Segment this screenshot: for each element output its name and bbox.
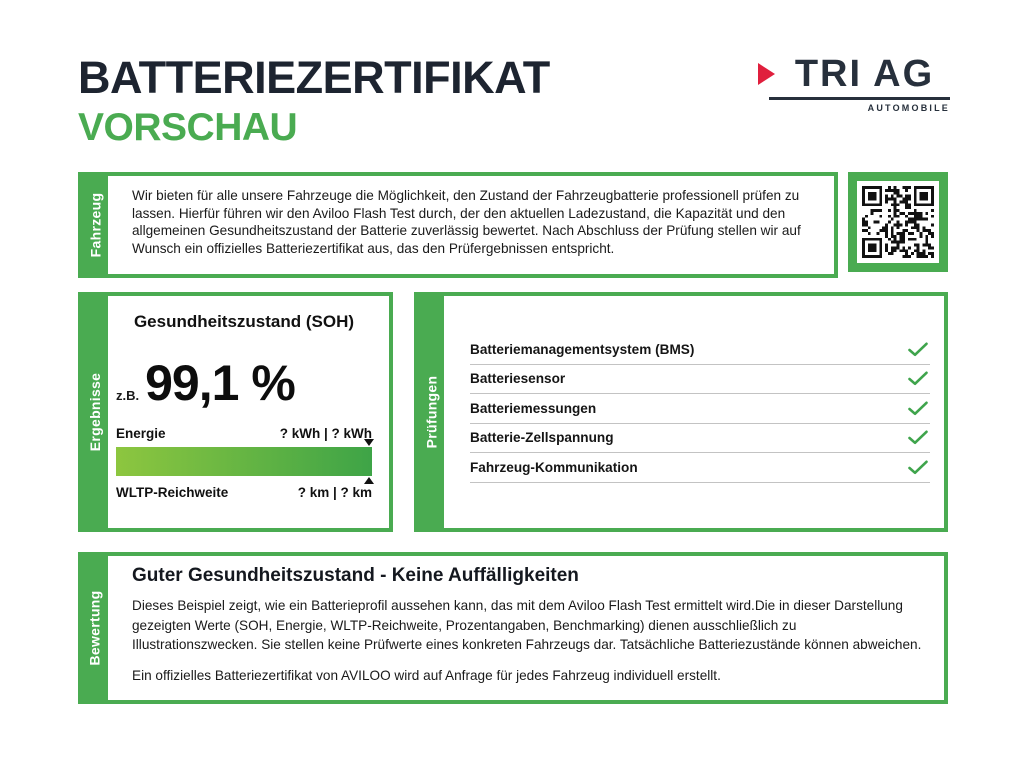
check-row-label: Batterie-Zellspannung (470, 430, 614, 446)
qr-code (857, 181, 939, 263)
marker-up-icon (364, 477, 374, 484)
energy-label: Energie (116, 426, 166, 441)
bewertung-heading: Guter Gesundheitszustand - Keine Auffälligkeiten (132, 565, 579, 586)
panel-bewertung-tab-label: Bewertung (87, 590, 104, 666)
page-title: BATTERIEZERTIFIKAT (78, 52, 550, 103)
logo-subtitle: AUTOMOBILE (867, 103, 950, 113)
check-row (470, 394, 930, 424)
range-label: WLTP-Reichweite (116, 485, 229, 500)
soh-gradient-bar (116, 447, 372, 476)
logo-row (758, 55, 950, 93)
check-row-label: Fahrzeug-Kommunikation (470, 459, 638, 475)
logo-name: TRI AG (794, 53, 935, 95)
panel-bewertung-content (108, 556, 944, 700)
logo-underline (769, 97, 950, 100)
check-icon (908, 401, 928, 416)
check-row (470, 453, 930, 483)
fahrzeug-intro-text: Wir bieten für alle unsere Fahrzeuge die Möglichkeit, den Zustand der Fahrzeugbatterie professionell prüfen zu lassen. Hierfür führen wir den Aviloo Flash Test durch, der den aktuellen Ladezustand, die Kapazität und den allgemeinen Gesundheitszustand der Batterie zuverlässig bewertet. Nach Abschluss der Prüfung stellen wir auf Wunsch ein offizielles Batteriezertifikat aus, das den Prüfergebnissen entspricht. (132, 188, 801, 256)
panel-ergebnisse-content (108, 296, 389, 528)
panel-fahrzeug-tab (82, 176, 108, 274)
check-icon (908, 371, 928, 386)
panel-fahrzeug (78, 172, 838, 278)
panel-pruefungen (414, 292, 948, 532)
soh-example-prefix: z.B. (116, 388, 140, 403)
company-logo (758, 55, 950, 113)
soh-scale-bar (116, 447, 372, 476)
triangle-right-icon (758, 63, 775, 85)
bewertung-paragraph-2: Ein offizielles Batteriezertifikat von AVILOO wird auf Anfrage für jedes Fahrzeug individuell erstellt. (132, 667, 721, 683)
range-value: ? km | ? km (297, 485, 372, 500)
check-row-label: Batteriemanagementsystem (BMS) (470, 341, 695, 357)
check-icon (908, 342, 928, 357)
check-row-label: Batteriesensor (470, 371, 566, 387)
check-row (470, 365, 930, 395)
panel-bewertung (78, 552, 948, 704)
soh-heading: Gesundheitszustand (SOH) (133, 312, 355, 331)
panel-pruefungen-tab (418, 296, 444, 528)
check-icon (908, 430, 928, 445)
panel-fahrzeug-content (108, 176, 834, 274)
range-row (116, 485, 372, 500)
check-list (444, 296, 944, 528)
panel-fahrzeug-tab-label: Fahrzeug (87, 192, 104, 258)
check-row (470, 424, 930, 454)
energy-value: ? kWh | ? kWh (279, 426, 372, 441)
panel-ergebnisse-tab (82, 296, 108, 528)
check-row-label: Batteriemessungen (470, 400, 597, 416)
bewertung-paragraph-1: Dieses Beispiel zeigt, wie ein Batterieprofil aussehen kann, das mit dem Aviloo Flash Test ermittelt wird.Die in dieser Darstellung gezeigten Werte (SOH, Energie, WLTP-Reichweite, Prozentangaben, Benchmarking) dienen ausschließlich zu Illustrationszwecken. Sie stellen keine Prüfwerte eines konkreten Fahrzeugs dar. Tatsächliche Batteriezustände können abweichen. (132, 598, 922, 652)
marker-down-icon (364, 439, 374, 446)
check-row (470, 335, 930, 365)
panel-pruefungen-tab-label: Prüfungen (423, 375, 440, 449)
panel-ergebnisse-tab-label: Ergebnisse (87, 372, 104, 452)
panel-bewertung-tab (82, 556, 108, 700)
page-subtitle: VORSCHAU (78, 106, 298, 149)
check-icon (908, 460, 928, 475)
soh-value: 99,1 % (145, 355, 295, 411)
panel-ergebnisse (78, 292, 393, 532)
qr-code-frame (848, 172, 948, 272)
soh-value-row (116, 354, 372, 412)
energy-row (116, 426, 372, 441)
qr-code-image (862, 186, 934, 258)
